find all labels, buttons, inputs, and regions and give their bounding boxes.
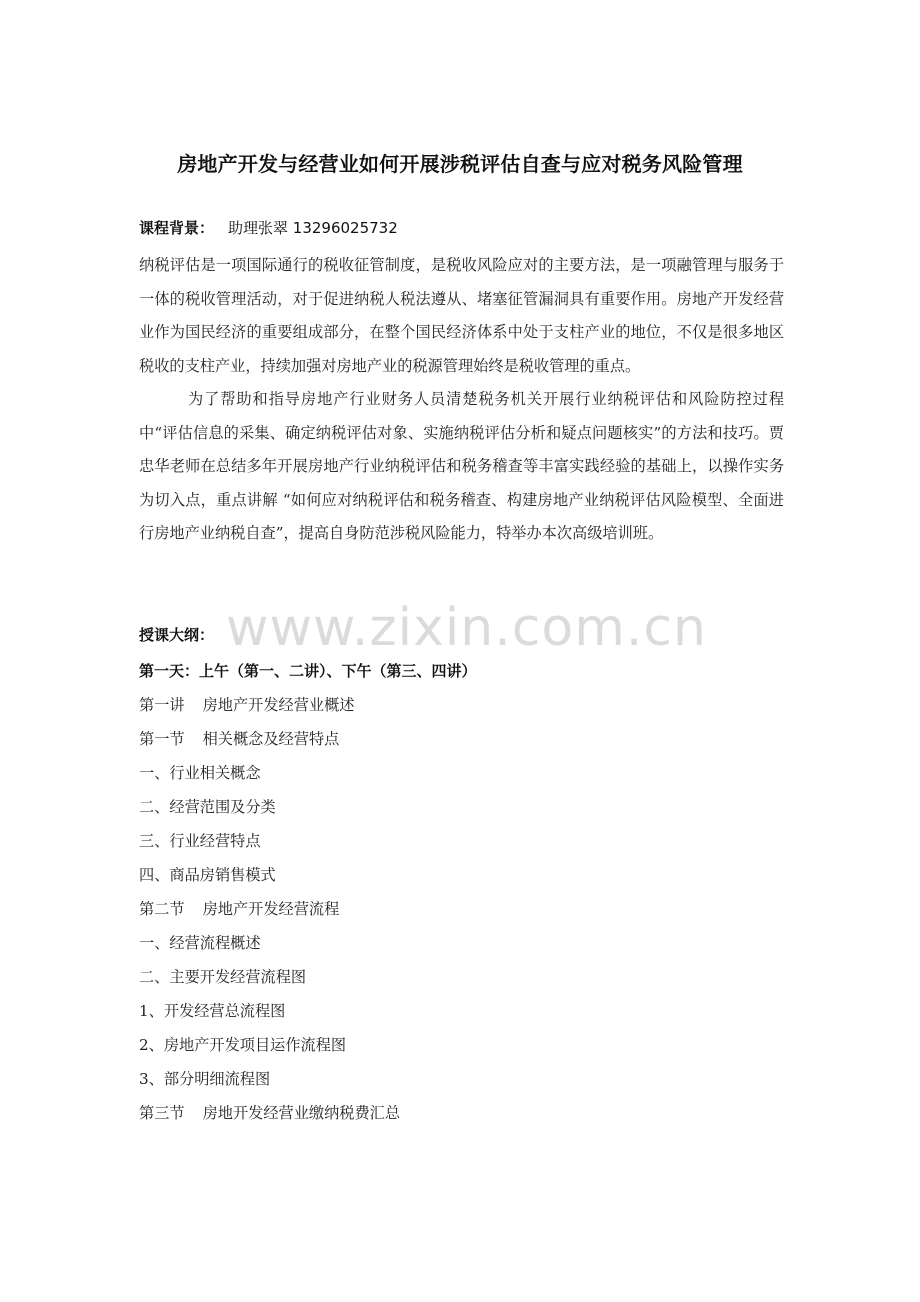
background-paragraph-2: 为了帮助和指导房地产行业财务人员清楚税务机关开展行业纳税评估和风险防控过程中“评估信息的采集、确定纳税评估对象、实施纳税评估分析和疑点问题核实”的方法和技巧。贾忠华老师在总结多年开展房地产行业纳税评估和税务稽查等丰富实践经验的基础上，以操作实务为切入点，重点讲解 “如何应对纳税评估和税务稽查、构建房地产业纳税评估风险模型、全面进行房地产业纳税自查”，提高自身防范涉税风险能力，特举办本次高级培训班。 [139, 390, 784, 543]
outline-item-text: 2、房地产开发项目运作流程图 [139, 1036, 347, 1054]
course-background-line [139, 217, 398, 238]
outline-item-number: 第三节 [139, 1104, 185, 1122]
outline-item-text: 3、部分明细流程图 [139, 1070, 271, 1088]
outline-item [139, 727, 400, 761]
outline-item-text: 房地开发经营业缴纳税费汇总 [202, 1104, 400, 1122]
outline-item [139, 1067, 400, 1101]
outline-item-text: 房地产开发经营流程 [202, 900, 340, 918]
outline-item [139, 897, 400, 931]
watermark: www.zixin.com.cn [226, 598, 707, 658]
outline-item-text: 一、经营流程概述 [139, 934, 261, 952]
outline-item-text: 相关概念及经营特点 [202, 730, 340, 748]
outline-item-text: 四、商品房销售模式 [139, 866, 276, 884]
outline-item [139, 829, 400, 863]
outline-item [139, 863, 400, 897]
outline-item-text: 二、主要开发经营流程图 [139, 968, 307, 986]
outline-item-text: 一、行业相关概念 [139, 764, 261, 782]
outline-item [139, 1033, 400, 1067]
day-schedule-line: 第一天：上午（第一、二讲）、下午（第三、四讲） [139, 662, 477, 680]
document-title: 房地产开发与经营业如何开展涉税评估自查与应对税务风险管理 [177, 152, 743, 176]
background-label: 课程背景： [139, 219, 215, 237]
outline-item-text: 1、开发经营总流程图 [139, 1002, 286, 1020]
outline-item-number: 第一节 [139, 730, 185, 748]
outline-item-text: 二、经营范围及分类 [139, 798, 276, 816]
outline-item [139, 999, 400, 1033]
outline-item-text: 房地产开发经营业概述 [202, 696, 355, 714]
outline-item [139, 795, 400, 829]
outline-item [139, 931, 400, 965]
outline-list [139, 693, 400, 1135]
outline-item [139, 693, 400, 727]
assistant-contact: 助理张翠 13296025732 [228, 219, 398, 237]
outline-title: 授课大纲： [139, 626, 215, 644]
outline-item [139, 761, 400, 795]
background-paragraph-1: 纳税评估是一项国际通行的税收征管制度，是税收风险应对的主要方法，是一项融管理与服务于一体的税收管理活动，对于促进纳税人税法遵从、堵塞征管漏洞具有重要作用。房地产开发经营业作为国民经济的重要组成部分，在整个国民经济体系中处于支柱产业的地位，不仅是很多地区税收的支柱产业，持续加强对房地产业的税源管理始终是税收管理的重点。 [139, 256, 784, 375]
outline-item-text: 三、行业经营特点 [139, 832, 261, 850]
outline-item-number: 第一讲 [139, 696, 185, 714]
outline-item [139, 965, 400, 999]
outline-item [139, 1101, 400, 1135]
outline-item-number: 第二节 [139, 900, 185, 918]
